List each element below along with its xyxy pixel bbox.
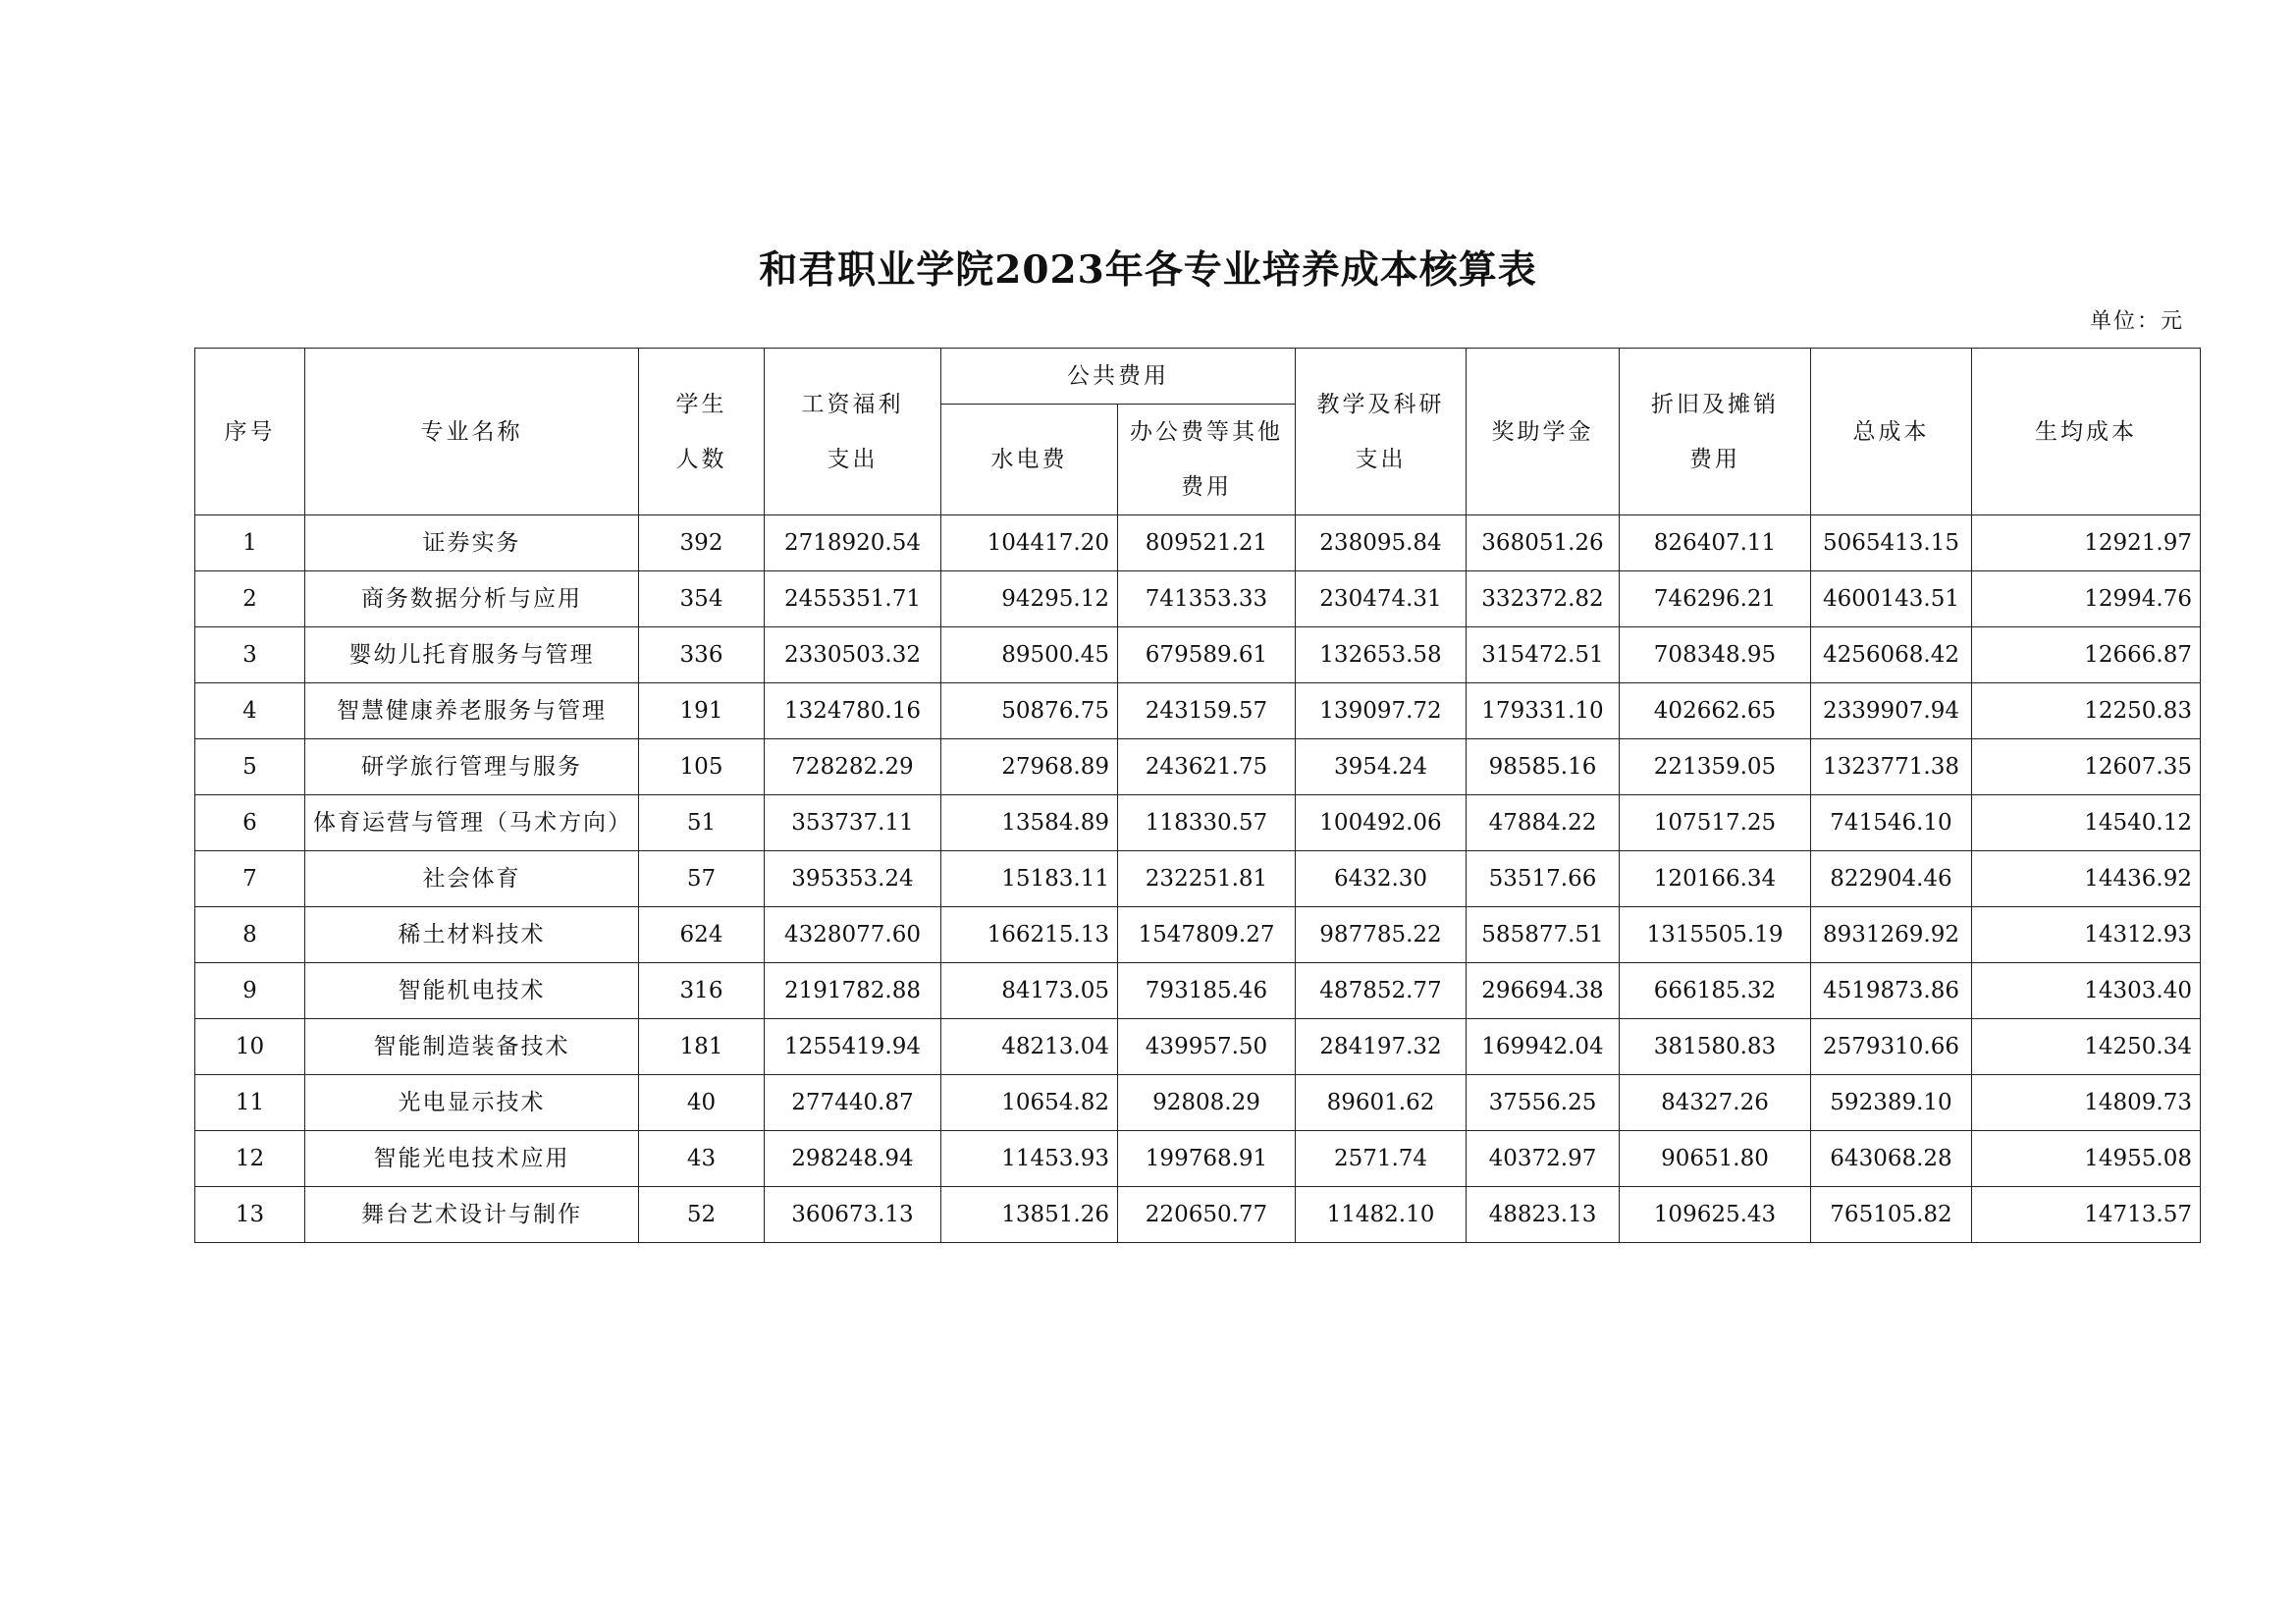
cell-utilities: 13851.26 [941, 1187, 1118, 1243]
cell-utilities: 11453.93 [941, 1131, 1118, 1187]
cell-students: 43 [639, 1131, 765, 1187]
cell-major: 研学旅行管理与服务 [305, 739, 639, 795]
cell-salary: 1255419.94 [765, 1019, 941, 1075]
cell-seq: 10 [195, 1019, 305, 1075]
cell-utilities: 94295.12 [941, 571, 1118, 627]
cell-per-student: 14809.73 [1972, 1075, 2201, 1131]
cell-major: 智能机电技术 [305, 963, 639, 1019]
cell-utilities: 13584.89 [941, 795, 1118, 851]
cell-scholarship: 368051.26 [1467, 515, 1620, 571]
cell-office: 679589.61 [1118, 627, 1296, 683]
cell-scholarship: 585877.51 [1467, 907, 1620, 963]
cell-total: 5065413.15 [1811, 515, 1972, 571]
table-row [195, 571, 2201, 627]
cell-students: 105 [639, 739, 765, 795]
cell-students: 316 [639, 963, 765, 1019]
cell-seq: 11 [195, 1075, 305, 1131]
cell-major: 社会体育 [305, 851, 639, 907]
cell-students: 624 [639, 907, 765, 963]
cell-utilities: 104417.20 [941, 515, 1118, 571]
header-office-line1: 办公费等其他 [1130, 419, 1283, 445]
cell-salary: 2455351.71 [765, 571, 941, 627]
cell-utilities: 27968.89 [941, 739, 1118, 795]
cell-depreciation: 90651.80 [1620, 1131, 1811, 1187]
cell-salary: 298248.94 [765, 1131, 941, 1187]
cell-scholarship: 47884.22 [1467, 795, 1620, 851]
cell-depreciation: 402662.65 [1620, 683, 1811, 739]
cell-depreciation: 107517.25 [1620, 795, 1811, 851]
table-row [195, 739, 2201, 795]
table-row [195, 907, 2201, 963]
cell-per-student: 14303.40 [1972, 963, 2201, 1019]
cell-major: 证券实务 [305, 515, 639, 571]
cell-office: 243159.57 [1118, 683, 1296, 739]
cell-salary: 2718920.54 [765, 515, 941, 571]
table-row [195, 963, 2201, 1019]
cell-per-student: 14713.57 [1972, 1187, 2201, 1243]
header-depreciation-line1: 折旧及摊销 [1651, 391, 1779, 417]
cell-depreciation: 221359.05 [1620, 739, 1811, 795]
cell-per-student: 12666.87 [1972, 627, 2201, 683]
header-seq: 序号 [195, 349, 305, 515]
header-depreciation [1620, 349, 1811, 515]
cell-total: 1323771.38 [1811, 739, 1972, 795]
cost-table [194, 348, 2201, 1243]
cell-depreciation: 1315505.19 [1620, 907, 1811, 963]
cell-per-student: 12994.76 [1972, 571, 2201, 627]
cell-teaching: 100492.06 [1296, 795, 1467, 851]
cell-major: 舞台艺术设计与制作 [305, 1187, 639, 1243]
header-office [1118, 405, 1296, 515]
cell-per-student: 12921.97 [1972, 515, 2201, 571]
table-row [195, 1131, 2201, 1187]
header-public-group: 公共费用 [941, 349, 1296, 405]
cell-scholarship: 48823.13 [1467, 1187, 1620, 1243]
cell-utilities: 89500.45 [941, 627, 1118, 683]
header-teaching [1296, 349, 1467, 515]
cell-teaching: 6432.30 [1296, 851, 1467, 907]
cell-office: 793185.46 [1118, 963, 1296, 1019]
cell-total: 4256068.42 [1811, 627, 1972, 683]
cell-per-student: 14540.12 [1972, 795, 2201, 851]
cell-total: 4600143.51 [1811, 571, 1972, 627]
table-row [195, 627, 2201, 683]
table-row [195, 1075, 2201, 1131]
cell-students: 40 [639, 1075, 765, 1131]
cell-teaching: 132653.58 [1296, 627, 1467, 683]
cell-total: 8931269.92 [1811, 907, 1972, 963]
cell-scholarship: 296694.38 [1467, 963, 1620, 1019]
cell-salary: 2330503.32 [765, 627, 941, 683]
header-depreciation-line2: 费用 [1689, 446, 1740, 472]
cell-major: 婴幼儿托育服务与管理 [305, 627, 639, 683]
cell-scholarship: 179331.10 [1467, 683, 1620, 739]
table-row [195, 515, 2201, 571]
cell-teaching: 230474.31 [1296, 571, 1467, 627]
cell-scholarship: 40372.97 [1467, 1131, 1620, 1187]
table-row [195, 1019, 2201, 1075]
cell-students: 191 [639, 683, 765, 739]
cell-students: 392 [639, 515, 765, 571]
cell-students: 354 [639, 571, 765, 627]
cell-per-student: 14312.93 [1972, 907, 2201, 963]
header-scholarship: 奖助学金 [1467, 349, 1620, 515]
unit-label: 单位：元 [2089, 309, 2184, 334]
cell-scholarship: 169942.04 [1467, 1019, 1620, 1075]
cell-total: 4519873.86 [1811, 963, 1972, 1019]
cell-total: 592389.10 [1811, 1075, 1972, 1131]
cell-salary: 2191782.88 [765, 963, 941, 1019]
header-salary-line1: 工资福利 [801, 391, 904, 417]
cell-salary: 395353.24 [765, 851, 941, 907]
header-total: 总成本 [1811, 349, 1972, 515]
cell-major: 光电显示技术 [305, 1075, 639, 1131]
header-students-line1: 学生 [675, 391, 727, 417]
cell-salary: 353737.11 [765, 795, 941, 851]
cell-students: 52 [639, 1187, 765, 1243]
cell-depreciation: 746296.21 [1620, 571, 1811, 627]
cell-teaching: 987785.22 [1296, 907, 1467, 963]
table-row [195, 795, 2201, 851]
cell-total: 2339907.94 [1811, 683, 1972, 739]
cell-seq: 3 [195, 627, 305, 683]
cell-seq: 13 [195, 1187, 305, 1243]
cell-major: 智慧健康养老服务与管理 [305, 683, 639, 739]
cell-teaching: 139097.72 [1296, 683, 1467, 739]
cell-utilities: 15183.11 [941, 851, 1118, 907]
cell-scholarship: 98585.16 [1467, 739, 1620, 795]
cell-major: 稀土材料技术 [305, 907, 639, 963]
header-students [639, 349, 765, 515]
cell-teaching: 89601.62 [1296, 1075, 1467, 1131]
table-body [195, 515, 2201, 1243]
cell-salary: 360673.13 [765, 1187, 941, 1243]
cell-depreciation: 708348.95 [1620, 627, 1811, 683]
cell-major: 智能光电技术应用 [305, 1131, 639, 1187]
cell-office: 243621.75 [1118, 739, 1296, 795]
cell-seq: 9 [195, 963, 305, 1019]
cell-office: 220650.77 [1118, 1187, 1296, 1243]
cell-per-student: 14955.08 [1972, 1131, 2201, 1187]
cell-office: 118330.57 [1118, 795, 1296, 851]
cell-utilities: 166215.13 [941, 907, 1118, 963]
cell-utilities: 10654.82 [941, 1075, 1118, 1131]
header-per-student: 生均成本 [1972, 349, 2201, 515]
cell-depreciation: 826407.11 [1620, 515, 1811, 571]
cell-utilities: 48213.04 [941, 1019, 1118, 1075]
cell-per-student: 12607.35 [1972, 739, 2201, 795]
cell-seq: 12 [195, 1131, 305, 1187]
cell-scholarship: 315472.51 [1467, 627, 1620, 683]
cell-major: 智能制造装备技术 [305, 1019, 639, 1075]
cell-total: 822904.46 [1811, 851, 1972, 907]
cell-office: 809521.21 [1118, 515, 1296, 571]
cell-major: 体育运营与管理（马术方向） [305, 795, 639, 851]
cell-per-student: 14250.34 [1972, 1019, 2201, 1075]
cell-office: 741353.33 [1118, 571, 1296, 627]
cell-scholarship: 332372.82 [1467, 571, 1620, 627]
cell-office: 92808.29 [1118, 1075, 1296, 1131]
cell-office: 439957.50 [1118, 1019, 1296, 1075]
table-row [195, 1187, 2201, 1243]
cell-teaching: 3954.24 [1296, 739, 1467, 795]
cell-total: 643068.28 [1811, 1131, 1972, 1187]
cell-scholarship: 37556.25 [1467, 1075, 1620, 1131]
cell-teaching: 284197.32 [1296, 1019, 1467, 1075]
cell-per-student: 14436.92 [1972, 851, 2201, 907]
header-major: 专业名称 [305, 349, 639, 515]
header-salary-line2: 支出 [827, 446, 879, 472]
cell-seq: 6 [195, 795, 305, 851]
cell-major: 商务数据分析与应用 [305, 571, 639, 627]
cell-total: 2579310.66 [1811, 1019, 1972, 1075]
cell-teaching: 2571.74 [1296, 1131, 1467, 1187]
header-office-line2: 费用 [1181, 474, 1232, 500]
cell-depreciation: 666185.32 [1620, 963, 1811, 1019]
cell-seq: 5 [195, 739, 305, 795]
cell-seq: 2 [195, 571, 305, 627]
cell-teaching: 487852.77 [1296, 963, 1467, 1019]
page-title: 和君职业学院2023年各专业培养成本核算表 [759, 247, 1537, 293]
table-row [195, 683, 2201, 739]
cell-seq: 1 [195, 515, 305, 571]
cell-office: 199768.91 [1118, 1131, 1296, 1187]
cell-total: 741546.10 [1811, 795, 1972, 851]
header-teaching-line2: 支出 [1355, 446, 1407, 472]
cell-students: 51 [639, 795, 765, 851]
cell-salary: 277440.87 [765, 1075, 941, 1131]
cell-office: 1547809.27 [1118, 907, 1296, 963]
cell-students: 181 [639, 1019, 765, 1075]
header-salary [765, 349, 941, 515]
cell-salary: 1324780.16 [765, 683, 941, 739]
header-utilities: 水电费 [941, 405, 1118, 515]
cell-office: 232251.81 [1118, 851, 1296, 907]
cell-seq: 7 [195, 851, 305, 907]
cell-scholarship: 53517.66 [1467, 851, 1620, 907]
cell-utilities: 84173.05 [941, 963, 1118, 1019]
cell-depreciation: 84327.26 [1620, 1075, 1811, 1131]
table-row [195, 851, 2201, 907]
cell-seq: 4 [195, 683, 305, 739]
cell-students: 57 [639, 851, 765, 907]
cell-utilities: 50876.75 [941, 683, 1118, 739]
cell-per-student: 12250.83 [1972, 683, 2201, 739]
header-teaching-line1: 教学及科研 [1316, 391, 1445, 417]
cell-depreciation: 109625.43 [1620, 1187, 1811, 1243]
header-students-line2: 人数 [675, 446, 727, 472]
cell-seq: 8 [195, 907, 305, 963]
cell-salary: 4328077.60 [765, 907, 941, 963]
cell-students: 336 [639, 627, 765, 683]
cell-depreciation: 381580.83 [1620, 1019, 1811, 1075]
cell-total: 765105.82 [1811, 1187, 1972, 1243]
cell-teaching: 238095.84 [1296, 515, 1467, 571]
cell-depreciation: 120166.34 [1620, 851, 1811, 907]
table-header [195, 349, 2201, 515]
cell-salary: 728282.29 [765, 739, 941, 795]
cell-teaching: 11482.10 [1296, 1187, 1467, 1243]
